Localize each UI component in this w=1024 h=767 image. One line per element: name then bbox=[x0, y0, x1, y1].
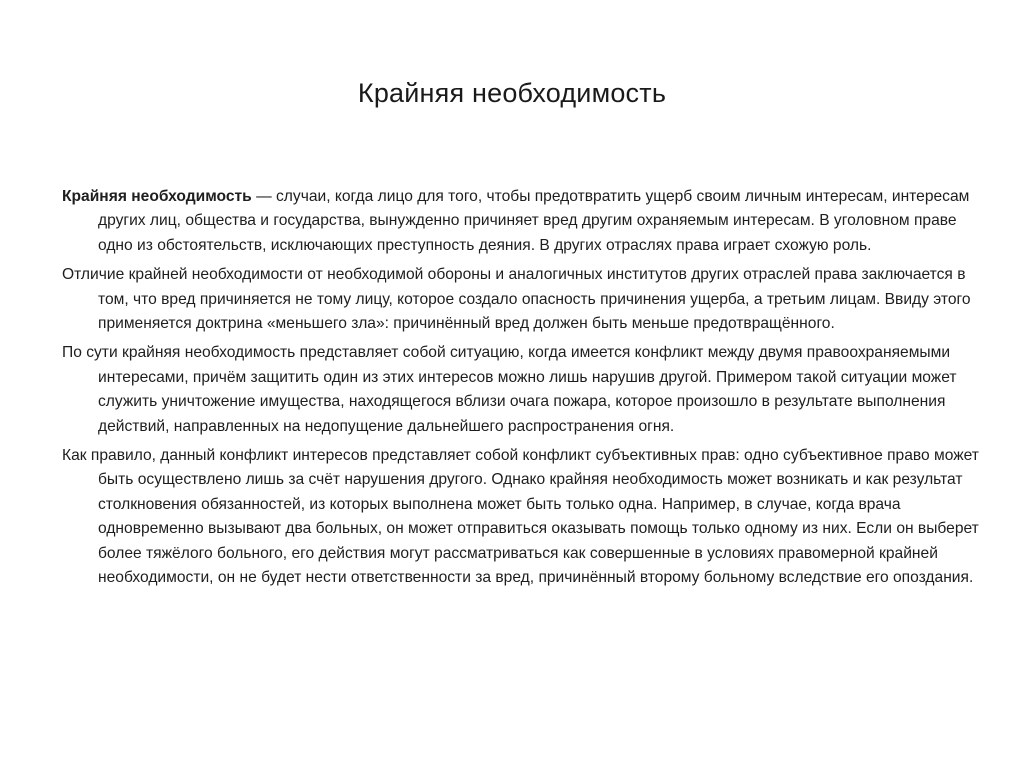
paragraph-text: По сути крайняя необходимость представляет собой ситуацию, когда имеется конфликт между двумя правоохраняемыми интересами, причём защитить один из этих интересов можно лишь нарушив другой. Примером такой ситуации может служить уничтожение имущества, находящегося вблизи очага пожара, которое произошло в результате выполнения действий, направленных на недопущение дальнейшего распространения огня. bbox=[62, 344, 957, 435]
slide-title: Крайняя необходимость bbox=[357, 78, 667, 108]
paragraph-text: — случаи, когда лицо для того, чтобы предотвратить ущерб своим личным интересам, интересам других лиц, общества и государства, вынужденно причиняет вред другим охраняемым интересам. В уголовном праве одно из обстоятельств, исключающих преступность деяния. В других отраслях права играет схожую роль. bbox=[98, 188, 970, 254]
paragraph-conflict bbox=[62, 341, 982, 439]
paragraph-definition bbox=[62, 185, 982, 258]
paragraph-term: Крайняя необходимость bbox=[62, 188, 252, 205]
paragraph-text: Как правило, данный конфликт интересов представляет собой конфликт субъективных прав: одно субъективное право может быть осуществлено лишь за счёт нарушения другого. Однако крайняя необходимость может возникать и как результат столкновения обязанностей, из которых выполнена может быть только одна. Например, в случае, когда врача одновременно вызывают два больных, он может отправиться оказывать помощь только одному из них. Если он выберет более тяжёлого больного, его действия могут рассматриваться как совершенные в условиях правомерной крайней необходимости, он не будет нести ответственности за вред, причинённый второму больному вследствие его опоздания. bbox=[62, 447, 979, 587]
slide-body bbox=[62, 185, 982, 596]
paragraph-difference bbox=[62, 263, 982, 336]
paragraph-rights bbox=[62, 444, 982, 590]
paragraph-text: Отличие крайней необходимости от необходимой обороны и аналогичных институтов других отраслей права заключается в том, что вред причиняется не тому лицу, которое создало опасность причинения ущерба, а третьим лицам. Ввиду этого применяется доктрина «меньшего зла»: причинённый вред должен быть меньше предотвращённого. bbox=[62, 266, 971, 333]
